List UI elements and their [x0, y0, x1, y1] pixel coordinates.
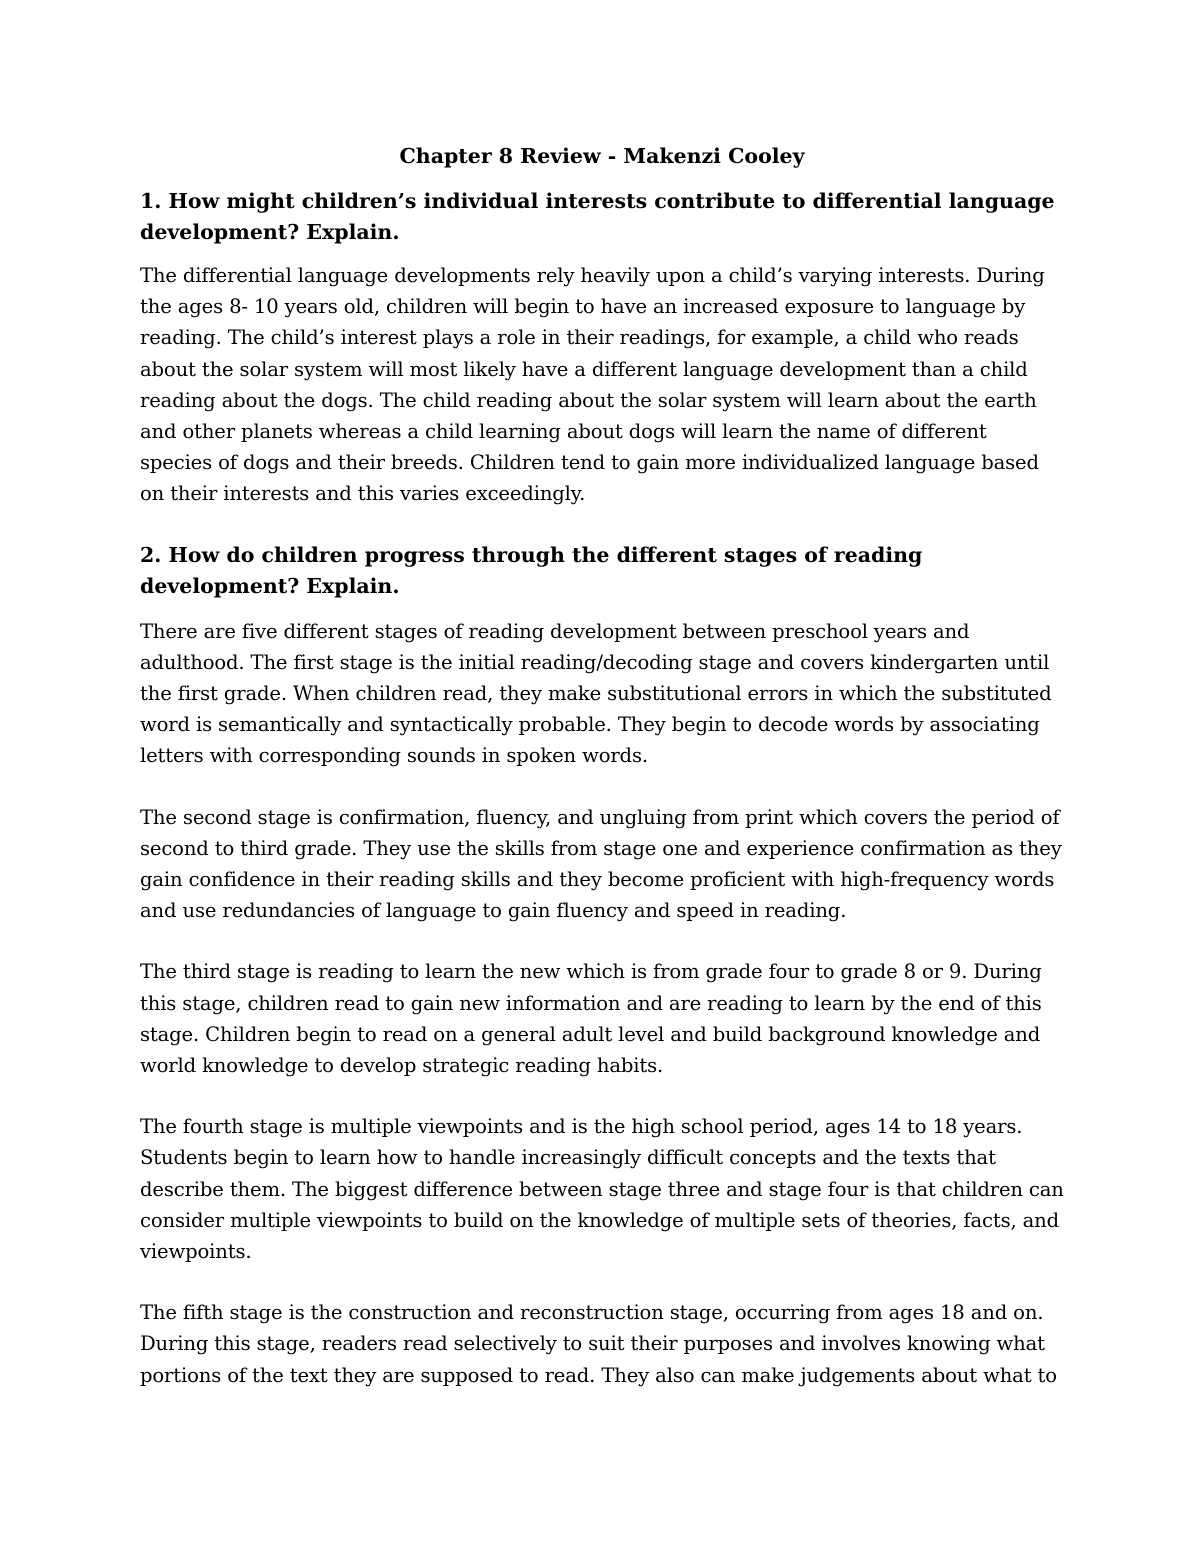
answer-2-paragraph-1: There are five different stages of reading development between preschool years and adulthood. The first stage is the initial reading/decoding stage and covers kindergarten until the first grade. When children read, they make substitutional errors in which the substituted word is semantically and syntactically probable. They begin to decode words by associating letters with corresponding sounds in spoken words. [140, 619, 1052, 768]
question-1: 1. How might children’s individual interests contribute to differential language development? Explain. [140, 189, 1055, 244]
document-body [140, 140, 1064, 1413]
answer-2-paragraph-4: The fourth stage is multiple viewpoints and is the high school period, ages 14 to 18 years. Students begin to learn how to handle increasingly difficult concepts and the texts that describe them. The biggest difference between stage three and stage four is that children can consider multiple viewpoints to build on the knowledge of multiple sets of theories, facts, and viewpoints. [140, 1115, 1064, 1264]
answer-2-paragraph-2: The second stage is confirmation, fluency, and ungluing from print which covers the period of second to third grade. They use the skills from stage one and experience confirmation as they gain confidence in their reading skills and they become proficient with high-frequency words and use redundancies of language to gain fluency and speed in reading. [140, 805, 1062, 923]
answer-1-paragraph: The differential language developments rely heavily upon a child’s varying interests. During the ages 8- 10 years old, children will begin to have an increased exposure to language by reading. The child’s interest plays a role in their readings, for example, a child who reads about the solar system will most likely have a different language development than a child reading about the dogs. The child reading about the solar system will learn about the earth and other planets whereas a child learning about dogs will learn the name of different species of dogs and their breeds. Children tend to gain more individualized language based on their interests and this varies exceedingly. [140, 264, 1045, 506]
answer-2-paragraph-3: The third stage is reading to learn the new which is from grade four to grade 8 or 9. During this stage, children read to gain new information and are reading to learn by the end of this stage. Children begin to read on a general adult level and build background knowledge and world knowledge to develop strategic reading habits. [140, 960, 1042, 1078]
question-2: 2. How do children progress through the different stages of reading development? Explain. [140, 542, 923, 598]
answer-2-paragraph-5: The fifth stage is the construction and reconstruction stage, occurring from ages 18 and on. During this stage, readers read selectively to suit their purposes and involves knowing what portions of the text they are supposed to read. They also can make judgements about what to [140, 1301, 1057, 1387]
document-title: Chapter 8 Review - Makenzi Cooley [399, 144, 805, 168]
